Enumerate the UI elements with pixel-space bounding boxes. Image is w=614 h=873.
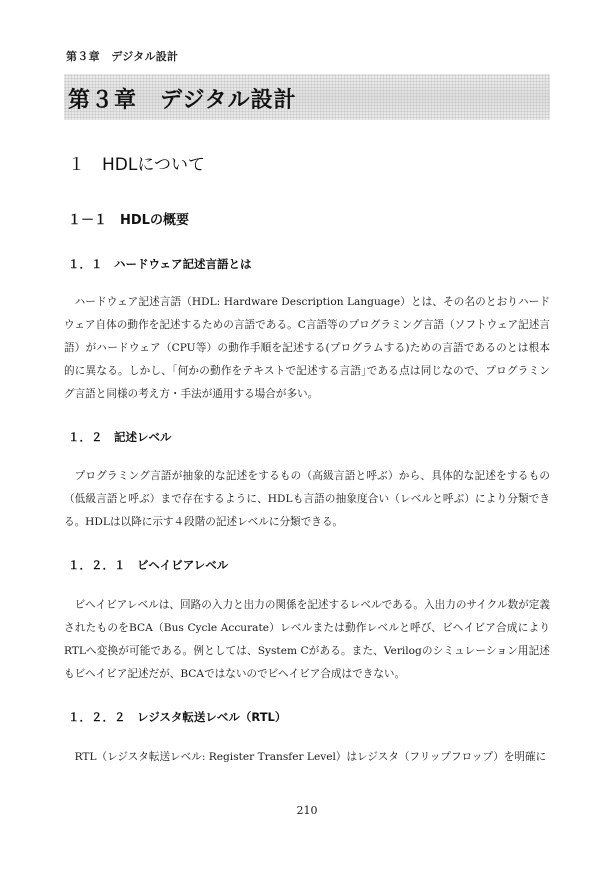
subsection-heading-1-1: １－１ HDLの概要 xyxy=(68,213,189,228)
paragraph-behavior-level: ビヘイビアレベルは、回路の入力と出力の関係を記述するレベルである。入出力のサイクル数が定義されたものをBCA（Bus Cycle Accurate）レベルまたは動作レベルと呼び、ビヘイビア合成によりRTLへ変換が可能である。例としては、System Cがある。また、Verilogのシミュレーション用記述もビヘイビア記述だが、BCAではないのでビヘイビア合成はできない。 xyxy=(64,599,550,680)
subsection-heading-1-1-dot-1: １．１ ハードウェア記述言語とは xyxy=(68,257,252,271)
chapter-title: 第３章 デジタル設計 xyxy=(68,88,297,113)
running-header: 第３章 デジタル設計 xyxy=(66,50,179,63)
section-title: １ HDLについて xyxy=(68,155,206,175)
paragraph-description-levels: プログラミング言語が抽象的な記述をするもの（高級言語と呼ぶ）から、具体的な記述をするもの（低級言語と呼ぶ）まで存在するように、HDLも言語の抽象度合い（レベルと呼ぶ）により分類できる。HDLは以降に示す４段階の記述レベルに分類できる。 xyxy=(64,470,550,528)
page-number: 210 xyxy=(296,804,318,817)
subsection-heading-1-2-1: １．２．１ ビヘイビアレベル xyxy=(68,558,229,572)
subsection-heading-1-2: １．２ 記述レベル xyxy=(68,430,172,444)
subsection-heading-1-2-2: １．２．２ レジスタ転送レベル（RTL） xyxy=(68,710,287,724)
chapter-title-band xyxy=(64,74,550,120)
paragraph-rtl: RTL（レジスタ転送レベル: Register Transfer Level）はレジスタ（フリップフロップ）を明確に xyxy=(74,751,547,763)
paragraph-hdl-definition: ハードウェア記述言語（HDL: Hardware Description Language）とは、その名のとおりハードウェア自体の動作を記述するための言語である。C言語等のプログラミング言語（ソフトウェア記述言語）がハードウェア（CPU等）の動作手順を記述する(プログラムする)ための言語であるのとは根本的に異なる。しかし、｢何かの動作をテキストで記述する言語｣である点は同じなので、プログラミング言語と同様の考え方・手法が通用する場合が多い。 xyxy=(64,296,550,400)
